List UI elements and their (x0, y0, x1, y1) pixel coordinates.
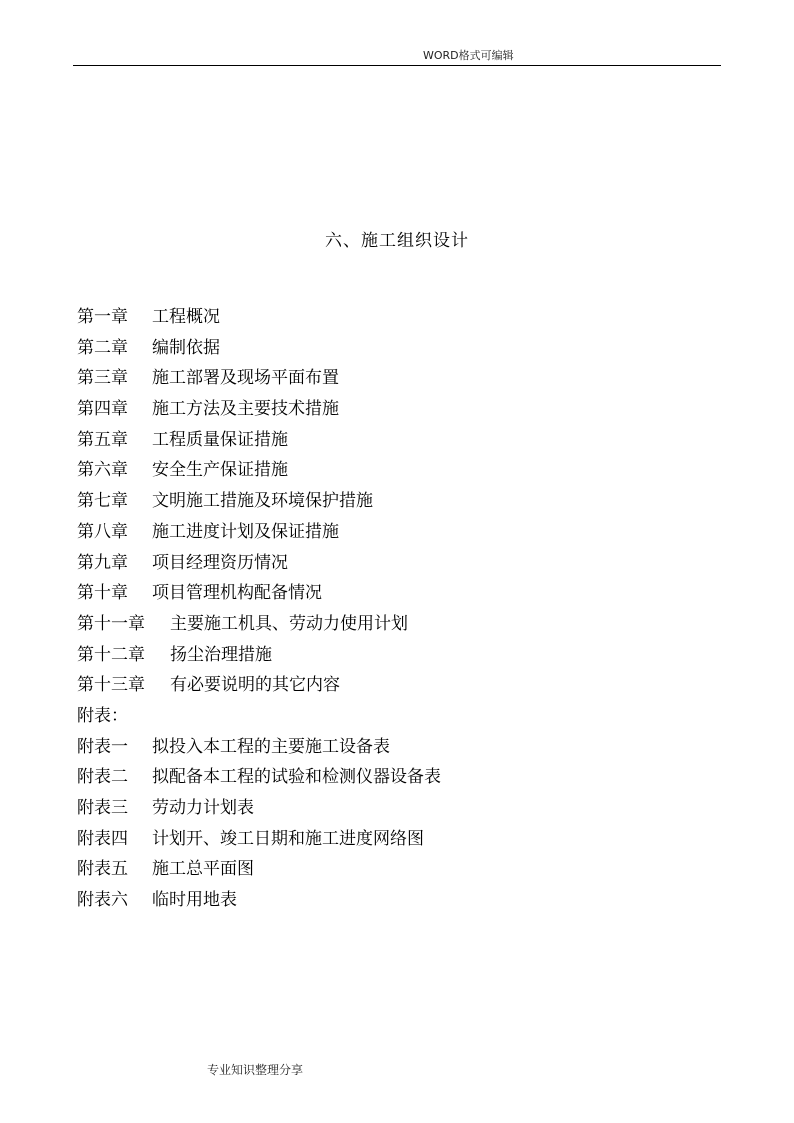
toc-label: 第三章 (77, 368, 128, 389)
toc-item (77, 336, 441, 367)
toc-item (77, 673, 441, 704)
toc-title: 主要施工机具、劳动力使用计划 (170, 613, 408, 634)
toc-title: 项目经理资历情况 (152, 552, 288, 573)
page-footer: 专业知识整理分享 (207, 1063, 304, 1077)
document-title: 六、施工组织设计 (325, 231, 469, 251)
toc-title: 劳动力计划表 (152, 798, 254, 818)
toc-item (77, 888, 441, 919)
toc-item (77, 581, 441, 612)
toc-label: 第五章 (77, 429, 128, 450)
toc-title: 安全生产保证措施 (152, 460, 288, 481)
toc-label: 第七章 (77, 491, 128, 512)
toc-label: 第四章 (77, 399, 128, 420)
toc-item (77, 366, 441, 397)
toc-title: 临时用地表 (152, 890, 237, 911)
toc-title: 施工进度计划及保证措施 (152, 521, 339, 542)
toc-title: 施工总平面图 (152, 859, 254, 880)
toc-item (77, 305, 441, 336)
toc-label: 第六章 (77, 460, 128, 481)
toc-label: 第十章 (77, 583, 128, 604)
toc-item (77, 765, 441, 796)
toc-item (77, 857, 441, 888)
toc-item (77, 428, 441, 459)
toc-label: 第十三章 (77, 675, 145, 696)
toc-label: 附表三 (77, 798, 128, 818)
toc-item (77, 520, 441, 551)
toc-item (77, 643, 441, 674)
toc-title: 编制依据 (152, 337, 220, 358)
toc-title: 拟配备本工程的试验和检测仪器设备表 (152, 767, 441, 788)
toc-item (77, 827, 441, 858)
toc-item (77, 796, 441, 827)
header-rule (73, 65, 721, 66)
toc-title: 项目管理机构配备情况 (152, 583, 322, 604)
toc-label: 第八章 (77, 521, 128, 542)
toc-label: 第十二章 (77, 644, 145, 665)
appendix-label: 附表： (77, 705, 128, 726)
toc-item (77, 735, 441, 766)
header-text: WORD格式可编辑 (423, 49, 514, 62)
toc-item (77, 489, 441, 520)
toc-title: 施工部署及现场平面布置 (152, 368, 339, 389)
toc-label: 附表四 (77, 828, 128, 849)
toc-label: 附表一 (77, 736, 128, 757)
toc-item (77, 612, 441, 643)
toc-item (77, 458, 441, 489)
toc-label: 第九章 (77, 552, 128, 573)
toc-item (77, 397, 441, 428)
toc-title: 文明施工措施及环境保护措施 (152, 491, 373, 512)
toc-label: 第一章 (77, 307, 128, 327)
toc-label: 第十一章 (77, 613, 145, 634)
toc-label: 附表六 (77, 890, 128, 911)
appendix-heading (77, 704, 441, 735)
toc-label: 附表二 (77, 767, 128, 788)
toc-title: 工程质量保证措施 (152, 429, 288, 450)
toc-label: 附表五 (77, 859, 128, 880)
toc-label: 第二章 (77, 337, 128, 358)
toc-title: 扬尘治理措施 (170, 644, 272, 665)
table-of-contents (77, 305, 441, 919)
toc-title: 施工方法及主要技术措施 (152, 399, 339, 420)
toc-title: 拟投入本工程的主要施工设备表 (152, 736, 390, 757)
toc-title: 有必要说明的其它内容 (170, 675, 340, 696)
toc-title: 工程概况 (152, 307, 220, 327)
toc-title: 计划开、竣工日期和施工进度网络图 (152, 828, 424, 849)
toc-item (77, 551, 441, 582)
